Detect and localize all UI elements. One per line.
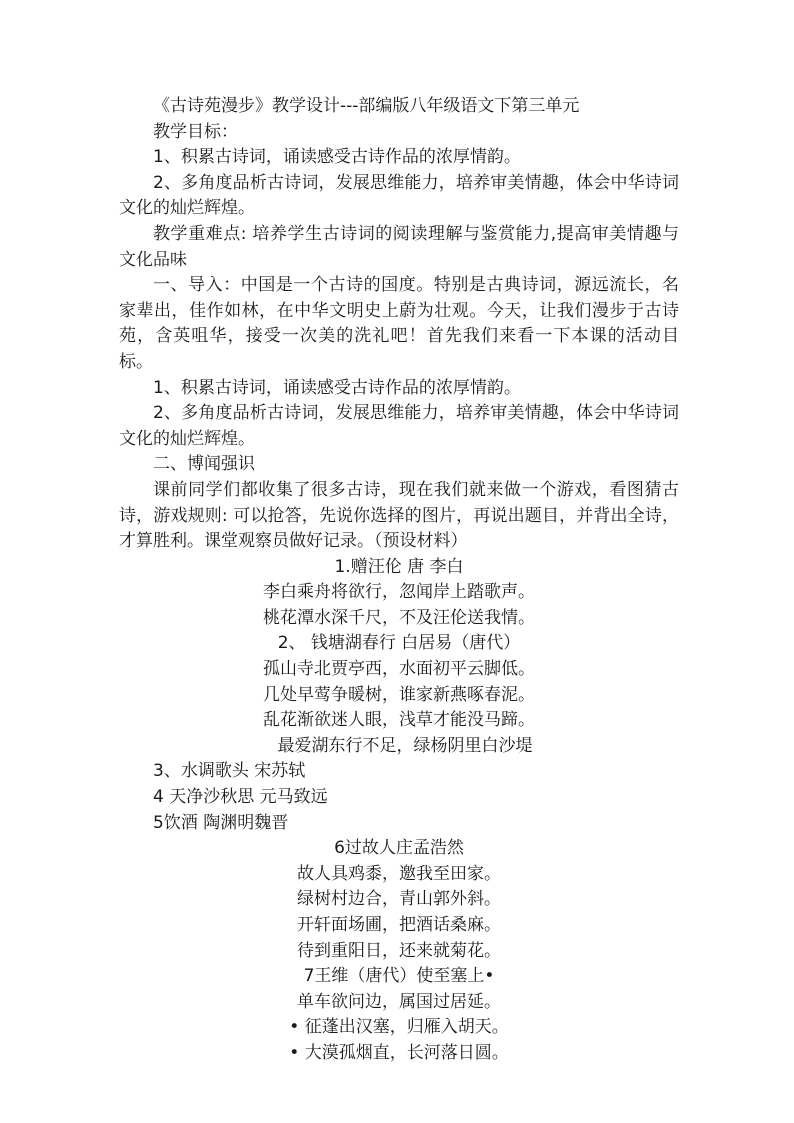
goal-2-repeat: 2、多角度品析古诗词，发展思维能力，培养审美情趣，体会中华诗词文化的灿烂辉煌。 [119,403,679,449]
goal-1-repeat: 1、积累古诗词，诵读感受古诗作品的浓厚情韵。 [153,377,521,398]
poem7-title: 7王维（唐代）使至塞上• [303,966,495,987]
poem6-line: 故人具鸡黍，邀我至田家。 [297,863,501,884]
poem6-title: 6过故人庄孟浩然 [334,838,464,859]
item-4: 4 天净沙秋思 元马致远 [153,787,328,808]
poem2-line: 孤山寺北贾亭西，水面初平云脚低。 [263,659,535,680]
poem6-line: 绿树村边合，青山郭外斜。 [297,889,501,910]
section-2-heading: 二、博闻强识 [153,454,255,475]
poem1-title: 1.赠汪伦 唐 李白 [334,556,464,577]
item-5: 5饮酒 陶渊明魏晋 [153,812,289,833]
goals-heading: 教学目标： [153,121,238,142]
poem2-title: 2、 钱塘湖春行 白居易（唐代） [277,633,521,654]
goal-1: 1、积累古诗词，诵读感受古诗作品的浓厚情韵。 [153,147,521,168]
poem6-line: 开轩面场圃，把酒话桑麻。 [297,915,501,935]
game-paragraph: 课前同学们都收集了很多古诗，现在我们就来做一个游戏，看图猜古诗，游戏规则: 可以抢答，先说你选择的图片，再说出题目，并背出全诗，才算胜利。课堂观察员做好记录。（预设材料） [119,479,679,552]
doc-title: 《古诗苑漫步》教学设计---部编版八年级语文下第三单元 [153,96,580,116]
poem2-line: 最爱湖东行不足，绿杨阴里白沙堤 [277,735,533,756]
document-body [119,94,679,1067]
poem6-line: 待到重阳日，还来就菊花。 [297,940,501,961]
item-3: 3、水调歌头 宋苏轼 [153,761,306,782]
poem1-line: 桃花潭水深千尺，不及汪伦送我情。 [263,607,535,628]
goal-2: 2、多角度品析古诗词，发展思维能力，培养审美情趣，体会中华诗词文化的灿烂辉煌。 [119,172,679,219]
poem7-line: • 征蓬出汉塞，归雁入胡天。 [289,1017,509,1038]
poem7-line: 单车欲问边，属国过居延。 [297,991,501,1012]
poem7-line: • 大漠孤烟直，长河落日圆。 [289,1042,509,1063]
poem1-line: 李白乘舟将欲行，忽闻岸上踏歌声。 [263,582,535,603]
difficulty: 教学重难点: 培养学生古诗词的阅读理解与鉴赏能力,提高审美情趣与文化品味 [119,223,679,270]
intro-paragraph: 一、导入：中国是一个古诗的国度。特别是古典诗词，源远流长，名家辈出，佳作如林，在中华文明史上蔚为壮观。今天，让我们漫步于古诗苑，含英咀华，接受一次美的洗礼吧！首先我们来看一下本课的活动目标。 [119,275,679,372]
poem2-line: 几处早莺争暖树，谁家新燕啄春泥。 [263,684,535,705]
poem2-line: 乱花渐欲迷人眼，浅草才能没马蹄。 [263,710,535,731]
